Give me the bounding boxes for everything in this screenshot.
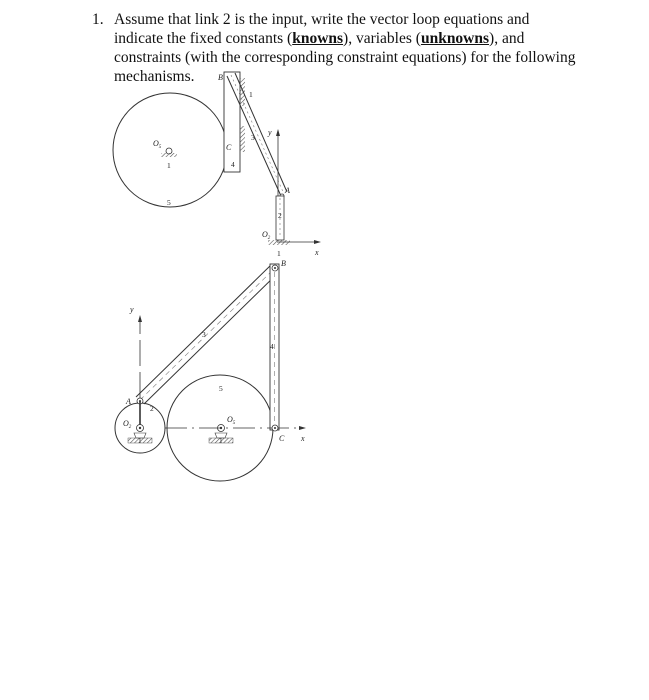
label-4-fig2: 4 xyxy=(270,342,274,351)
problem-number: 1. xyxy=(92,11,104,28)
label-4-fig1: 4 xyxy=(231,160,235,169)
label-o5-fig2: $O_5$ xyxy=(227,415,236,426)
label-1-base-fig1: 1 xyxy=(277,249,281,258)
label-3-fig1: 3 xyxy=(251,133,255,142)
label-2-fig2: 2 xyxy=(150,404,154,413)
label-1-right-fig2: 1 xyxy=(219,436,223,445)
label-ground-1-fig1: 1 xyxy=(167,161,171,170)
label-x-fig1: x xyxy=(315,248,319,257)
link-3-fig2 xyxy=(136,264,279,404)
y-axis-arrow-fig2 xyxy=(138,315,142,322)
label-2-fig1: 2 xyxy=(278,211,282,220)
label-3-fig2: 3 xyxy=(202,330,206,339)
label-y-fig2: y xyxy=(130,305,134,314)
problem-text-part2: ), variables ( xyxy=(343,30,421,47)
label-5-fig2: 5 xyxy=(219,384,223,393)
knowns-term: knowns xyxy=(292,30,344,47)
wheel-5 xyxy=(113,93,227,207)
y-axis-arrow-fig1 xyxy=(276,129,280,136)
label-c-fig2: C xyxy=(279,434,285,443)
label-wheel-5-fig1: 5 xyxy=(167,198,171,207)
label-a-fig1: A xyxy=(285,186,290,195)
problem-text-part1: Assume that link 2 is the input, write the vector loop equations and indicate the fixed constants ( xyxy=(114,11,530,47)
figure-1-mechanism xyxy=(113,72,321,258)
ground-o2-fig1 xyxy=(268,240,290,245)
label-b-fig1: B xyxy=(218,73,223,82)
ground-guide-mid xyxy=(240,126,245,152)
label-b-fig2: B xyxy=(281,259,286,268)
problem-text-part3: ), and constraints (with the corresponding constraint equations) for the following mechanisms. xyxy=(114,30,576,85)
label-x-fig2: x xyxy=(301,434,305,443)
label-a-fig2: A xyxy=(126,397,131,406)
label-o2-fig2: $O_2$ xyxy=(123,419,132,430)
label-c-fig1: C xyxy=(226,143,232,152)
unknowns-term: unknowns xyxy=(420,30,490,47)
x-axis-arrow-fig2 xyxy=(299,426,306,430)
label-o5-fig1: $O_5$ xyxy=(153,139,162,150)
figure-2-mechanism xyxy=(115,259,306,481)
label-y-fig1: y xyxy=(268,128,272,137)
ground-pivot-o5 xyxy=(161,148,177,157)
label-1-left-fig2: 1 xyxy=(138,436,142,445)
label-1-top-fig1: 1 xyxy=(249,90,253,99)
x-axis-arrow-fig1 xyxy=(314,240,321,244)
ground-guide-top xyxy=(240,78,245,106)
label-o2-fig1: $O_2$ xyxy=(262,230,271,241)
